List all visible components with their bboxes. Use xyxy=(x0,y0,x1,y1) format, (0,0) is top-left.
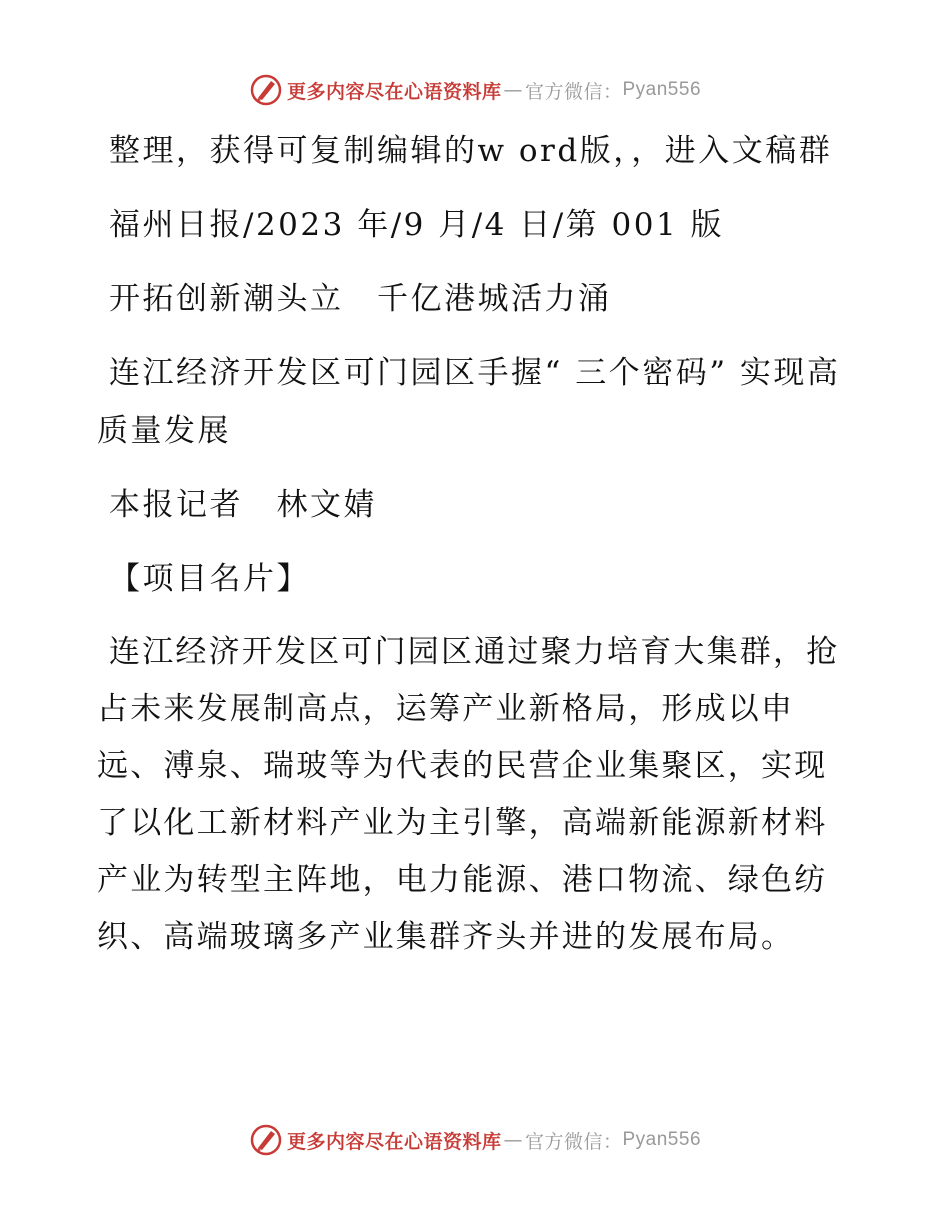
watermark-official: 官方微信： xyxy=(524,80,623,103)
pen-logo-icon xyxy=(249,1123,283,1157)
watermark-account: Pyan556 xyxy=(622,1129,702,1150)
document-body xyxy=(97,122,857,982)
headline: 开拓创新潮头立 千亿港城活力涌 xyxy=(109,281,612,317)
body-paragraph: 连江经济开发区可门园区通过聚力培育大集群，抢占未来发展制高点，运筹产业新格局，形成以申远、溥泉、瑞玻等为代表的民营企业集聚区，实现了以化工新材料产业为主引擎，高端新能源新材料产业为转型主阵地，电力能源、港口物流、绿色纺织、高端玻璃多产业集群齐头并进的发展布局。 xyxy=(97,634,840,955)
watermark-brand: 更多内容尽在心语资料库 xyxy=(286,1130,502,1153)
pen-logo-icon xyxy=(249,73,283,107)
intro-note: 整理，获得可复制编辑的w ord版，，进入文稿群 xyxy=(109,133,833,169)
footer-watermark xyxy=(0,1120,950,1160)
subheadline: 连江经济开发区可门园区手握“ 三个密码” 实现高质量发展 xyxy=(97,355,841,449)
section-heading: 【项目名片】 xyxy=(109,561,310,597)
source-line: 福州日报/2023 年/9 月/4 日/第 001 版 xyxy=(109,207,725,243)
byline: 本报记者 林文婧 xyxy=(109,487,377,523)
watermark-official: 官方微信： xyxy=(524,1130,623,1153)
watermark-dash: — xyxy=(503,1129,523,1151)
watermark-account: Pyan556 xyxy=(622,79,702,100)
watermark-dash: — xyxy=(503,79,523,101)
watermark-brand: 更多内容尽在心语资料库 xyxy=(286,80,502,103)
header-watermark xyxy=(0,70,950,110)
